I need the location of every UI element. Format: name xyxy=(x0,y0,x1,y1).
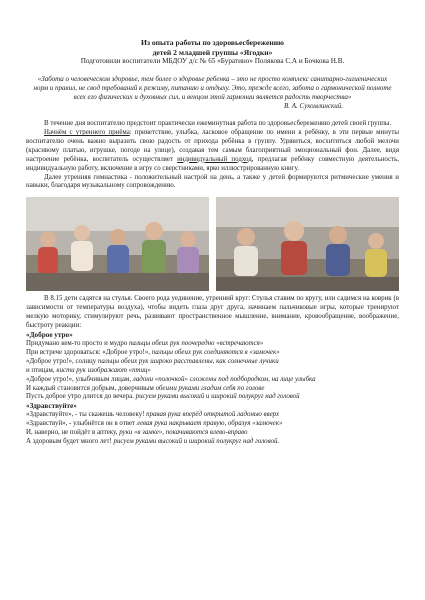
photo-row xyxy=(26,197,399,291)
gesture-text: правая рука вперёд открытой ладонью вверх xyxy=(146,411,280,419)
gesture-text: рисуем руками высокий и широкий полукруг над головой xyxy=(135,393,300,401)
authors-line: Подготовили воспитатели МБДОУ д/с № 65 «Буратино» Полякова С.А и Бочкова Н.В. xyxy=(80,57,345,65)
title-line-1: Из опыта работы по здоровьесбережению xyxy=(141,38,284,47)
game1-line-4 xyxy=(26,367,399,376)
verse-text: Пусть доброе утро длится до вечера. xyxy=(26,393,136,401)
verse-text: И каждый становится добрым, доверчивым xyxy=(26,384,156,392)
photo-children-exercise-left xyxy=(26,197,209,291)
paragraph-morning-circle: В 8.15 дети садятся на стулья. Своего рода уединение, утренний круг: Стулья ставим по кругу, или садимся на коврик (в зависимости от температуры воздуха), чтобы видеть глаза друг друга, начинаем пальчиковые игры, которые тренируют мелкую моторику, стимулируют речь, развивают пространственное мышление, внимание, кровообращение, воображение, быстроту реакции: xyxy=(26,295,399,330)
gesture-text: кисти рук изображают «птиц» xyxy=(56,366,151,374)
title-line-2: детей 2 младшей группы «Ягодки» xyxy=(152,47,273,57)
verse-text: «Доброе утро!», улыбчивым лицам, xyxy=(26,375,133,383)
gesture-text: рисуем руками высокий и широкий полукруг над головой. xyxy=(113,438,280,446)
game1-line-6 xyxy=(26,385,399,394)
game-heading-hello: «Здравствуйте» xyxy=(26,402,77,411)
epigraph-text: «Забота о человеческом здоровье, тем более о здоровье ребенка – это не просто комплекс санитарно-гигиенических норм и правил, не свод требований к режиму, питанию и отдыху. Это, прежде всего, забота о гармонической полноте всех его физических и духовных сил, и венцом этой гармонии является радость творчества» xyxy=(33,74,392,101)
gesture-text: руки «в замке», покачиваются влево-вправо xyxy=(119,429,248,437)
epigraph-author: В. А. Сухомлинский. xyxy=(283,102,343,111)
morning-reception-lead: Начнём с утреннего приёма xyxy=(44,129,130,137)
gesture-text: пальцы обеих рук поочередно «встречаются» xyxy=(128,339,264,347)
game1-line-2 xyxy=(26,349,399,358)
verse-text: При встрече здороваться: «Доброе утро!», xyxy=(26,348,152,356)
game1-line-5 xyxy=(26,376,399,385)
verse-text: «Здравствуй», - улыбнётся он в ответ xyxy=(26,420,137,428)
gesture-text: левая рука накрывает правую, образуя «замочек» xyxy=(136,420,283,428)
paragraph-intro: В течение дня воспитателю предстоит практически ежеминутная работа по здоровьесбережению детей своей группы. xyxy=(44,120,392,128)
game1-line-7 xyxy=(26,393,399,402)
paragraph-morning xyxy=(26,129,399,174)
paragraph-gymnastics: Далее утренняя гимнастика - положительный настрой на день, а также у детей формируются ритмические умения и навыки, благодаря музыкальному сопровождению. xyxy=(26,173,399,190)
game1-line-1 xyxy=(26,340,399,349)
gesture-text: пальцы обеих рук широко расставлены, как солнечные лучики xyxy=(97,357,279,365)
morning-reception-text: : приветствие, улыбка, ласковое обращение по имени к ребёнку, в эти первые минуты воспитателю очень важно выразить свою радость от прихода ребёнка в группу. Удивиться, восхититься любой мелочи (красивому платью, игрушке, погоде на улице), создавая тем самым благоприятный эмоциональный фон. Далее, видя настроение ребёнка, воспитатель осуществляет xyxy=(26,129,399,163)
verse-text: Придумано кем-то просто и мудро xyxy=(26,339,129,347)
game2-line-4 xyxy=(26,438,399,447)
verse-text: А здоровым будет много лет! xyxy=(26,438,114,446)
verse-text: «Доброе утро!», солнцу xyxy=(26,357,98,365)
verse-text: И, наверно, не пойдёт в аптеку, xyxy=(26,429,120,437)
verse-text: и птицам, xyxy=(26,366,57,374)
individual-approach-text: индивидуальный подход xyxy=(177,155,252,163)
game2-line-1 xyxy=(26,411,399,420)
gesture-text: обеими руками гладим себя по голове xyxy=(155,384,265,392)
gesture-text: пальцы обеих рук соединяются в «замочек» xyxy=(151,348,280,356)
verse-text: «Здравствуйте», - ты скажешь человеку! xyxy=(26,411,147,419)
gesture-text: ладони «полочкой» сложены под подбородком, на лице улыбка xyxy=(132,375,316,383)
game-heading-good-morning: «Доброе утро» xyxy=(26,330,73,339)
photo-children-exercise-right xyxy=(216,197,399,291)
game2-line-2 xyxy=(26,420,399,429)
game2-line-3 xyxy=(26,429,399,438)
game1-line-3 xyxy=(26,358,399,367)
morning-reception-end: , предлагая ребёнку совместную деятельность, индивидуальную работу, включение в игру со сверстниками, ярко иллюстрированную книгу. xyxy=(26,155,399,172)
